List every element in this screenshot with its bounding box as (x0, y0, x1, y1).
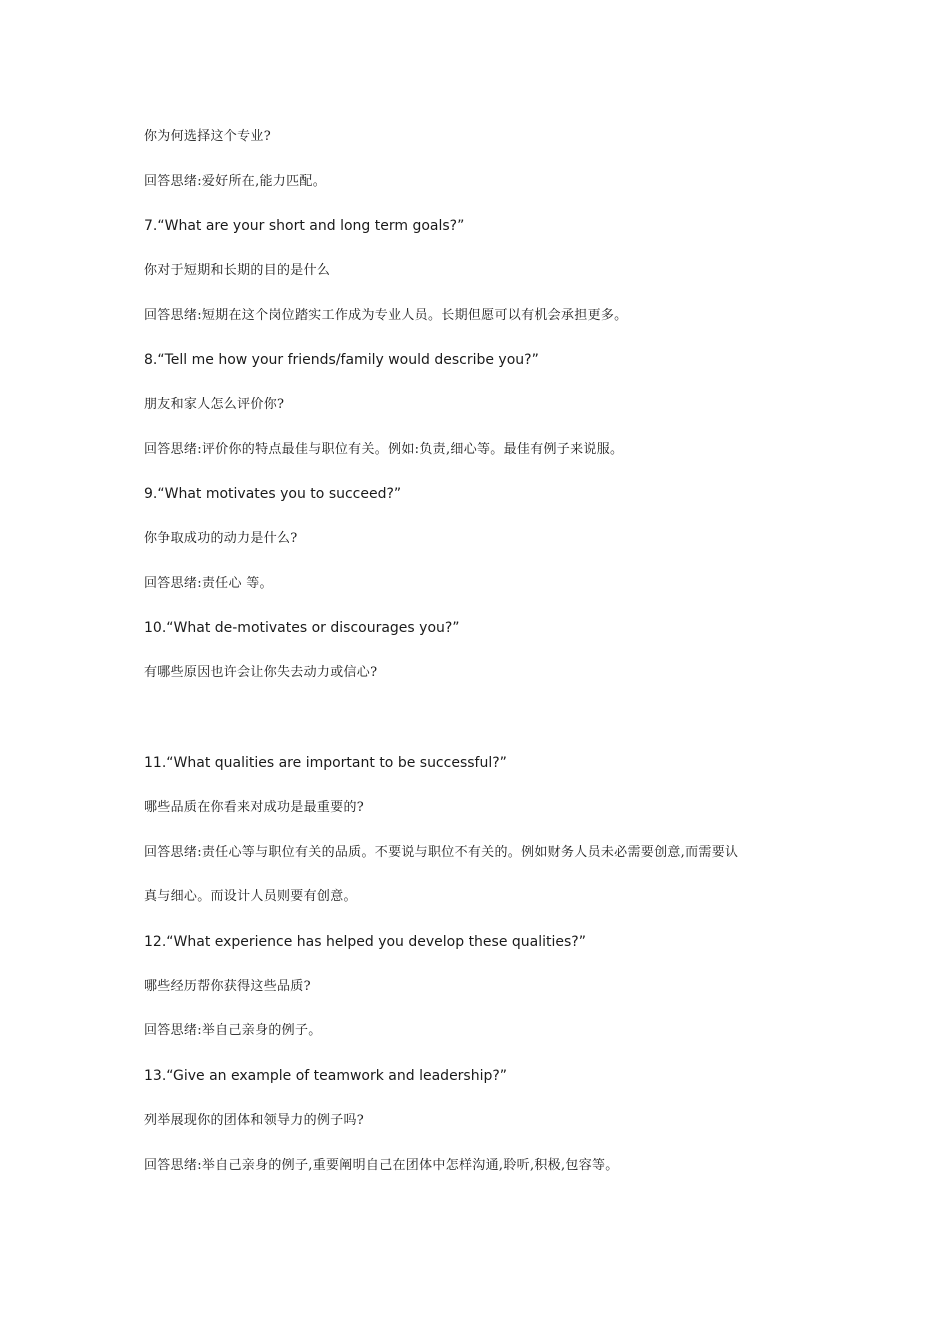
question-11-chinese: 哪些品质在你看来对成功是最重要的? (144, 800, 365, 815)
question-6-chinese: 你为何选择这个专业? (144, 129, 271, 144)
question-11-english: 11.“What qualities are important to be successful?” (144, 755, 507, 771)
question-9-chinese: 你争取成功的动力是什么? (144, 531, 298, 546)
answer-6-hint: 回答思绪:爱好所在,能力匹配。 (144, 174, 327, 189)
question-12-chinese: 哪些经历帮你获得这些品质? (144, 979, 311, 994)
answer-11-hint-line-1: 回答思绪:责任心等与职位有关的品质。不要说与职位不有关的。例如财务人员未必需要创意,而需要认 (144, 845, 739, 860)
question-7-chinese: 你对于短期和长期的目的是什么 (144, 263, 331, 278)
answer-11-hint-line-2: 真与细心。而设计人员则要有创意。 (144, 889, 357, 904)
question-9-english: 9.“What motivates you to succeed?” (144, 486, 402, 502)
question-10-english: 10.“What de-motivates or discourages you?” (144, 620, 460, 636)
answer-13-hint: 回答思绪:举自己亲身的例子,重要阐明自己在团体中怎样沟通,聆听,积极,包容等。 (144, 1158, 619, 1173)
question-8-chinese: 朋友和家人怎么评价你? (144, 397, 285, 412)
question-13-chinese: 列举展现你的团体和领导力的例子吗? (144, 1113, 365, 1128)
question-8-english: 8.“Tell me how your friends/family would describe you?” (144, 352, 539, 368)
answer-7-hint: 回答思绪:短期在这个岗位踏实工作成为专业人员。长期但愿可以有机会承担更多。 (144, 308, 628, 323)
answer-12-hint: 回答思绪:举自己亲身的例子。 (144, 1023, 322, 1038)
question-13-english: 13.“Give an example of teamwork and leadership?” (144, 1068, 508, 1084)
answer-8-hint: 回答思绪:评价你的特点最佳与职位有关。例如:负责,细心等。最佳有例子来说服。 (144, 442, 624, 457)
question-7-english: 7.“What are your short and long term goals?” (144, 218, 465, 234)
question-12-english: 12.“What experience has helped you develop these qualities?” (144, 934, 586, 950)
question-10-chinese: 有哪些原因也许会让你失去动力或信心? (144, 665, 378, 680)
answer-9-hint: 回答思绪:责任心 等。 (144, 576, 273, 591)
